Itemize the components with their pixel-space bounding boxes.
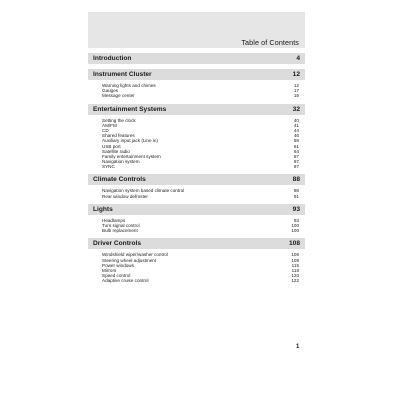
entry-page: 17 [293, 88, 299, 94]
entry-label: Shared features [102, 133, 135, 139]
page-title: Table of Contents [241, 38, 299, 47]
entry-label: SYNC [102, 164, 115, 170]
entry-page: 12 [293, 83, 299, 88]
entry-label: USB port [102, 143, 121, 149]
entry-label: Family entertainment system [102, 153, 161, 159]
entry-label: AM/FM [102, 122, 117, 128]
toc-page [88, 12, 305, 284]
entry-label: Gauges [102, 88, 119, 94]
entry-page: 118 [291, 267, 299, 273]
entry-page: 115 [291, 262, 299, 268]
entry-page: 93 [293, 217, 299, 223]
section-heading[interactable] [88, 238, 305, 249]
entry-page: 59 [293, 138, 299, 144]
entry-page: 100 [291, 228, 299, 234]
entry-label: Warning lights and chimes [102, 83, 156, 88]
entry-label: Navigation system based climate control [102, 188, 185, 194]
entry-label: Windshield wiper/washer control [102, 252, 168, 258]
toc-entry[interactable] [102, 93, 299, 98]
entry-label: Bulb replacement [102, 228, 138, 234]
section-page: 93 [292, 205, 300, 213]
section-page: 32 [292, 105, 300, 113]
section-heading[interactable] [88, 104, 305, 115]
entry-page: 46 [293, 133, 299, 139]
section-title: Introduction [93, 55, 132, 62]
toc-entry[interactable] [102, 164, 299, 169]
toc-list [88, 53, 305, 284]
entry-page: 41 [293, 122, 299, 128]
entry-page: 19 [293, 93, 299, 99]
entry-page: 64 [293, 148, 299, 154]
entry-label: Headlamps [102, 217, 126, 223]
section-page: 88 [292, 176, 300, 184]
entry-page: 40 [293, 117, 299, 123]
entry-page: 91 [293, 193, 299, 199]
entry-label: Navigation system [102, 159, 140, 165]
page-number: 1 [296, 344, 300, 350]
section-entries [88, 215, 305, 234]
section-title: Climate Controls [93, 176, 146, 184]
entry-label: Auxiliary input jack (Line in) [102, 138, 158, 144]
section-title: Instrument Cluster [93, 71, 152, 78]
section-entries [88, 115, 305, 170]
toc-header [88, 12, 305, 48]
section-page: 108 [288, 240, 300, 248]
entry-label: Mirrors [102, 267, 117, 273]
entry-label: Message center [102, 93, 135, 99]
entry-page: 106 [291, 252, 299, 258]
section-title: Entertainment Systems [93, 105, 167, 113]
entry-label: CD [102, 127, 109, 133]
entry-label: Satellite radio [102, 148, 130, 154]
entry-label: Setting the clock [102, 117, 136, 123]
entry-label: Power windows [102, 262, 134, 268]
section-heading[interactable] [88, 204, 305, 215]
entry-page: 120 [291, 273, 299, 279]
entry-page: 87 [293, 159, 299, 165]
toc-entry[interactable] [102, 194, 299, 199]
entry-page: 67 [293, 153, 299, 159]
section-heading[interactable] [88, 69, 305, 80]
section-title: Lights [93, 205, 113, 213]
entry-page: 61 [293, 143, 299, 149]
section-entries [88, 249, 305, 283]
entry-label: Rear window defroster [102, 193, 148, 199]
entry-page: 44 [293, 127, 299, 133]
entry-page: 109 [291, 257, 299, 263]
entry-page: 87 [293, 164, 299, 170]
section-heading[interactable] [88, 174, 305, 185]
section-page: 12 [292, 71, 300, 78]
entry-label: Adaptive cruise control [102, 278, 149, 284]
section-page: 4 [296, 55, 300, 62]
entry-label: Steering wheel adjustment [102, 257, 157, 263]
section-entries [88, 185, 305, 198]
entry-label: Speed control [102, 273, 131, 279]
entry-page: 100 [291, 223, 299, 228]
section-title: Driver Controls [93, 240, 141, 248]
section-heading[interactable] [88, 53, 305, 64]
entry-page: 88 [293, 188, 299, 194]
toc-entry[interactable] [102, 278, 299, 283]
entry-page: 122 [291, 278, 299, 284]
toc-entry[interactable] [102, 228, 299, 233]
entry-label: Turn signal control [102, 223, 140, 228]
section-entries [88, 80, 305, 99]
